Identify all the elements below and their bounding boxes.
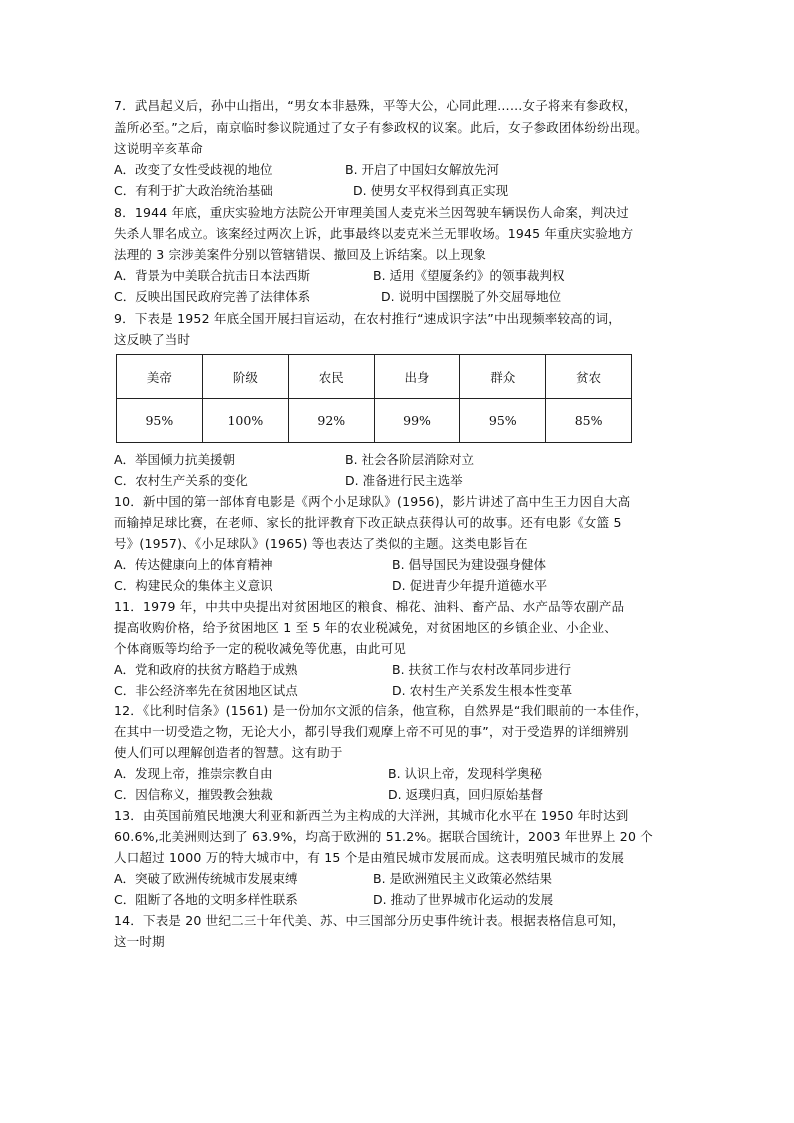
table-header-cell: 贫农 [546,355,632,399]
question-text: 个体商贩等均给予一定的税收减免等优惠，由此可见 [114,641,407,656]
question-text: 60.6%,北美洲则达到了 63.9%，均高于欧洲的 51.2%。据联合国统计，2003 年世界上 20 个 [114,829,653,844]
option-c[interactable]: C．阻断了各地的文明多样性联系 [114,892,298,907]
option-d[interactable]: D. 说明中国摆脱了外交屈辱地位 [381,289,562,304]
question-text: 11．1979 年，中共中央提出对贫困地区的粮食、棉花、油料、畜产品、水产品等农副产品 [114,599,625,614]
question-text: 而输掉足球比赛，在老师、家长的批评教育下改正缺点获得认可的故事。还有电影《女篮 5 [114,515,622,530]
table-header-row [117,355,632,399]
question-text: 7．武昌起义后，孙中山指出，“男女本非悬殊，平等大公，心同此理……女子将来有参政权， [114,98,637,113]
question-text: 号》(1957)、《小足球队》(1965) 等也表达了类似的主题。这类电影旨在 [114,536,528,551]
option-a[interactable]: A．党和政府的扶贫方略趋于成熟 [114,662,298,677]
option-b[interactable]: B. 倡导国民为建设强身健体 [392,557,547,572]
option-b[interactable]: B. 适用《望厦条约》的领事裁判权 [373,268,565,283]
option-a[interactable]: A．举国倾力抗美援朝 [114,452,236,467]
table-header-cell: 出身 [374,355,460,399]
table-cell: 95% [460,399,546,443]
question-text: 13．由英国前殖民地澳大利亚和新西兰为主构成的大洋洲，其城市化水平在 1950 年时达到 [114,808,629,823]
question-text: 提高收购价格，给予贫困地区 1 至 5 年的农业税减免，对贫困地区的乡镇企业、小企业、 [114,620,617,635]
option-b[interactable]: B. 认识上帝，发现科学奥秘 [388,766,543,781]
option-b[interactable]: B. 扶贫工作与农村改革同步进行 [392,662,572,677]
question-text: 14．下表是 20 世纪二三十年代美、苏、中三国部分历史事件统计表。根据表格信息可知， [114,913,625,928]
option-d[interactable]: D. 准备进行民主选举 [345,473,463,488]
option-b[interactable]: B. 是欧洲殖民主义政策必然结果 [373,871,553,886]
table-header-cell: 农民 [288,355,374,399]
question-text: 12．《比利时信条》(1561) 是一份加尔文派的信条，他宣称，自然界是“我们眼前的一本佳作， [114,703,648,718]
option-c[interactable]: C．构建民众的集体主义意识 [114,578,273,593]
option-b[interactable]: B. 开启了中国妇女解放先河 [345,162,500,177]
table-cell: 85% [546,399,632,443]
table-header-cell: 阶级 [202,355,288,399]
option-a[interactable]: A．背景为中美联合抗击日本法西斯 [114,268,311,283]
table-cell: 95% [117,399,203,443]
option-d[interactable]: D. 农村生产关系发生根本性变革 [392,683,573,698]
table-header-cell: 美帝 [117,355,203,399]
option-a[interactable]: A．改变了女性受歧视的地位 [114,162,273,177]
question-text: 人口超过 1000 万的特大城市中，有 15 个是由殖民城市发展而成。这表明殖民城市的发展 [114,850,625,865]
table-cell: 99% [374,399,460,443]
option-d[interactable]: D. 使男女平权得到真正实现 [353,183,509,198]
table-cell: 92% [288,399,374,443]
option-d[interactable]: D. 促进青少年提升道德水平 [392,578,548,593]
option-b[interactable]: B. 社会各阶层消除对立 [345,452,475,467]
option-d[interactable]: D. 返璞归真，回归原始基督 [388,787,544,802]
question-text: 失杀人罪名成立。该案经过两次上诉，此事最终以麦克米兰无罪收场。1945 年重庆实验地方 [114,226,634,241]
option-a[interactable]: A．发现上帝，推崇宗教自由 [114,766,273,781]
table-header-cell: 群众 [460,355,546,399]
question-text: 8．1944 年底，重庆实验地方法院公开审理美国人麦克米兰因驾驶车辆误伤人命案，判决过 [114,205,629,220]
question-text: 在其中一切受造之物，无论大小，都引导我们观摩上帝不可见的事”，对于受造界的详细辨别 [114,724,629,739]
option-d[interactable]: D. 推动了世界城市化运动的发展 [373,892,554,907]
table-cell: 100% [202,399,288,443]
word-frequency-table [116,354,632,443]
option-c[interactable]: C．因信称义，摧毁教会独裁 [114,787,273,802]
question-text: 这说明辛亥革命 [114,141,203,156]
option-a[interactable]: A．传达健康向上的体育精神 [114,557,273,572]
option-c[interactable]: C．反映出国民政府完善了法律体系 [114,289,311,304]
option-c[interactable]: C．有利于扩大政治统治基础 [114,183,273,198]
question-text: 9．下表是 1952 年底全国开展扫盲运动，在农村推行“速成识字法”中出现频率较高的词， [114,311,621,326]
question-text: 法理的 3 宗涉美案件分别以管辖错误、撤回及上诉结案。以上现象 [114,247,487,262]
question-text: 这一时期 [114,934,165,949]
option-c[interactable]: C．农村生产关系的变化 [114,473,248,488]
question-text: 使人们可以理解创造者的智慧。这有助于 [114,745,343,760]
option-c[interactable]: C．非公经济率先在贫困地区试点 [114,683,298,698]
question-text: 盖所必至。”之后，南京临时参议院通过了女子有参政权的议案。此后，女子参政团体纷纷出现。 [114,120,648,135]
question-text: 这反映了当时 [114,332,191,347]
table-row [117,399,632,443]
question-text: 10．新中国的第一部体育电影是《两个小足球队》(1956)，影片讲述了高中生王力因自大高 [114,494,631,509]
option-a[interactable]: A．突破了欧洲传统城市发展束缚 [114,871,298,886]
